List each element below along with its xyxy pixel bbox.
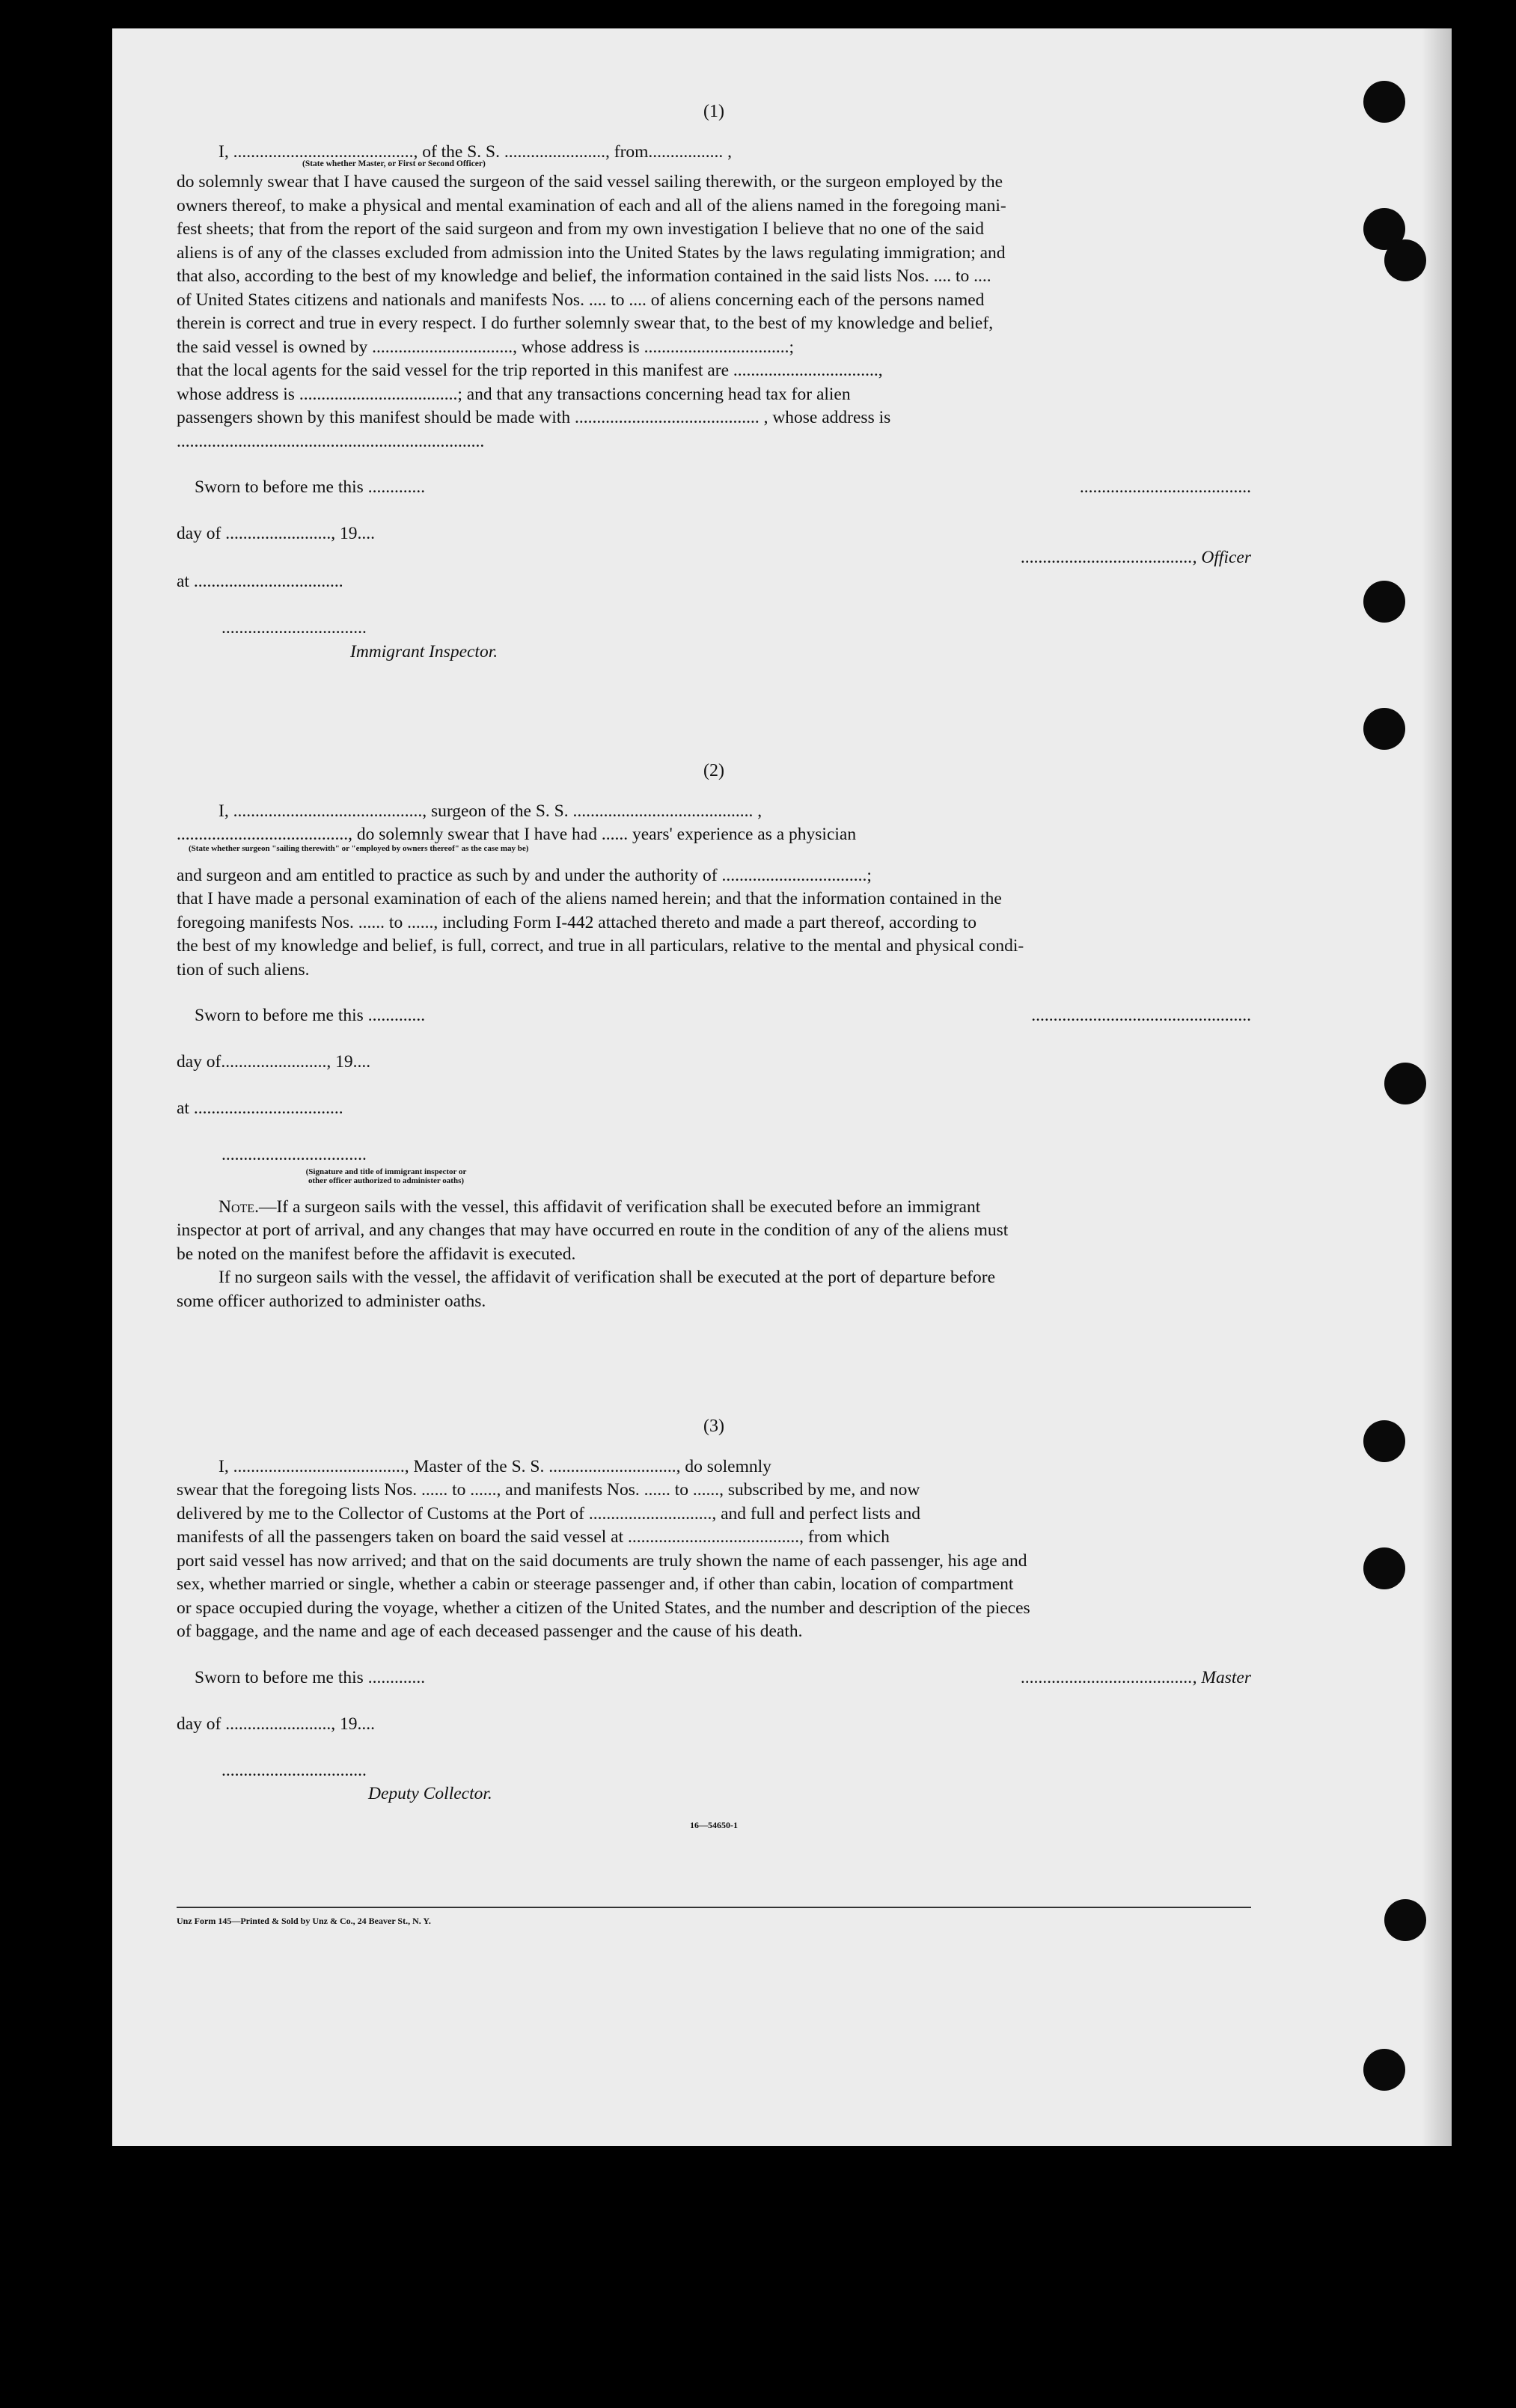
text-line: therein is correct and true in every respect. I do further solemnly swear that, to the best of my knowledge and belief, (177, 314, 994, 333)
day-text: day of........................, 19.... (177, 1052, 371, 1072)
officer-signature-line: ....................................... (1079, 477, 1251, 497)
text-line: the best of my knowledge and belief, is full, correct, and true in all particulars, relative to the mental and physical condi- (177, 936, 1024, 956)
surgeon-signature-line: .................................................. (1031, 1006, 1251, 1025)
binder-hole (1363, 81, 1405, 123)
signature-caption-2: other officer authorized to administer oaths) (308, 1176, 465, 1185)
at-text: at .................................. (177, 572, 343, 591)
note-line: If no surgeon sails with the vessel, the affidavit of verification shall be executed at the port of departure before (218, 1268, 995, 1287)
text-line: sex, whether married or single, whether a cabin or steerage passenger and, if other than cabin, location of compartment (177, 1574, 1014, 1594)
sworn-row (177, 476, 1251, 522)
note-line (177, 1196, 1251, 1220)
note-line: some officer authorized to administer oaths. (177, 1291, 486, 1311)
at-row (177, 570, 1251, 617)
inspector-label: Immigrant Inspector. (350, 641, 498, 661)
signature-caption-1: (Signature and title of immigrant inspector or (305, 1167, 467, 1176)
collector-label: Deputy Collector. (368, 1784, 492, 1803)
note (177, 1196, 1251, 1314)
binder-hole (1363, 708, 1405, 750)
section-2 (177, 760, 1251, 1313)
note-line: be noted on the manifest before the affidavit is executed. (177, 1244, 576, 1264)
binder-hole (1363, 1420, 1405, 1462)
binder-hole (1363, 581, 1405, 623)
text-line: of baggage, and the name and age of each deceased passenger and the cause of his death. (177, 1622, 803, 1641)
collector-sig-line: ................................. (221, 1760, 367, 1780)
sworn-row (177, 1004, 1251, 1051)
day-text: day of ........................, 19.... (177, 524, 376, 543)
text-line: that also, according to the best of my knowledge and belief, the information contained in the said lists Nos. .... to .... (177, 266, 991, 286)
text-line: that I have made a personal examination of each of the aliens named herein; and that the information contained in the (177, 889, 1002, 908)
printer-imprint: Unz Form 145—Printed & Sold by Unz & Co., 24 Beaver St., N. Y. (177, 1916, 431, 1926)
text-line: aliens is of any of the classes excluded from admission into the United States by the laws regulating immigration; and (177, 242, 1006, 263)
officer-row (177, 546, 1251, 570)
officer-line: I, ........................................., of the S. S. ......................., from................. , (218, 141, 733, 162)
oath-text (177, 171, 1251, 453)
sworn-text: Sworn to before me this ............. (195, 1006, 426, 1025)
at-text: at .................................. (177, 1098, 343, 1118)
text-line: port said vessel has now arrived; and that on the said documents are truly shown the name of each passenger, his age and (177, 1550, 1027, 1571)
text-line: fest sheets; that from the report of the said surgeon and from my own investigation I believe that no one of the said (177, 219, 984, 239)
at-row (177, 1097, 1251, 1143)
master-signature-line: ......................................., Master (1021, 1667, 1251, 1687)
footer-rule (177, 1907, 1251, 1908)
binder-hole (1384, 1063, 1426, 1104)
text-line: the said vessel is owned by ................................, whose address is .................................; (177, 337, 795, 357)
text-line: manifests of all the passengers taken on board the said vessel at ......................................., from which (177, 1527, 890, 1547)
section-3 (177, 1415, 1251, 1837)
binder-hole (1363, 2049, 1405, 2091)
officer-label: ......................................., Officer (1021, 548, 1251, 567)
sworn-text: Sworn to before me this ............. (195, 477, 426, 497)
day-row (177, 1713, 1251, 1759)
text-line: foregoing manifests Nos. ...... to ......, including Form I-442 attached thereto and made a part thereof, according to (177, 912, 976, 932)
text-line: ...................................................................... (177, 431, 485, 451)
text-line: owners thereof, to make a physical and mental examination of each and all of the aliens named in the foregoing mani- (177, 195, 1006, 216)
inspector-sig-line: ................................. (221, 1145, 367, 1164)
text-line: delivered by me to the Collector of Customs at the Port of ............................, and full and perfect lists and (177, 1503, 920, 1524)
form-content (177, 100, 1251, 1837)
text-line: that the local agents for the said vessel for the trip reported in this manifest are ................................., (177, 361, 883, 380)
day-text: day of ........................, 19.... (177, 1714, 376, 1734)
note-label: Note. (218, 1197, 259, 1217)
surgeon-line-2: ......................................., do solemnly swear that I have had ...... years' experience as a physician (177, 825, 857, 844)
day-row (177, 522, 1251, 546)
form-page (112, 28, 1452, 2146)
sworn-row (177, 1666, 1251, 1713)
text-line: whose address is ....................................; and that any transactions concerning head tax for alien (177, 384, 851, 404)
note-line: inspector at port of arrival, and any changes that may have occurred en route in the condition of any of the aliens must (177, 1220, 1009, 1240)
binder-hole (1363, 1547, 1405, 1589)
text-line: tion of such aliens. (177, 959, 310, 980)
inspector-sig-line: ................................. (221, 618, 367, 638)
master-oath-text (177, 1455, 1251, 1644)
text-line: I, ......................................., Master of the S. S. ............................., do solemnly (218, 1456, 771, 1476)
note-text: —If a surgeon sails with the vessel, this affidavit of verification shall be executed before an immigrant (258, 1197, 981, 1217)
section-1 (177, 100, 1251, 664)
surgeon-line: I, ..........................................., surgeon of the S. S. ......................................... , (218, 801, 762, 821)
binder-hole (1384, 239, 1426, 281)
sworn-text: Sworn to before me this ............. (195, 1667, 426, 1687)
day-row (177, 1051, 1251, 1097)
officer-caption: (State whether Master, or First or Second Officer) (302, 159, 486, 168)
section-number: (3) (703, 1417, 724, 1436)
text-line: and surgeon and am entitled to practice as such by and under the authority of .................................; (177, 865, 872, 885)
form-code: 16—54650-1 (690, 1819, 738, 1830)
surgeon-caption: (State whether surgeon "sailing therewith" or "employed by owners thereof" as the case may be) (189, 843, 529, 853)
text-line: do solemnly swear that I have caused the surgeon of the said vessel sailing therewith, or the surgeon employed by the (177, 172, 1003, 192)
section-number: (1) (703, 102, 724, 121)
text-line: or space occupied during the voyage, whether a citizen of the United States, and the number and description of the pieces (177, 1598, 1030, 1618)
text-line: swear that the foregoing lists Nos. ...... to ......, and manifests Nos. ...... to ......, subscribed by me, and now (177, 1480, 920, 1500)
binder-hole (1384, 1899, 1426, 1941)
text-line: of United States citizens and nationals and manifests Nos. .... to .... of aliens concerning each of the persons named (177, 290, 985, 310)
surgeon-oath-text (177, 864, 1251, 983)
text-line: passengers shown by this manifest should be made with .......................................... , whose address is (177, 408, 891, 427)
section-number: (2) (703, 761, 724, 780)
